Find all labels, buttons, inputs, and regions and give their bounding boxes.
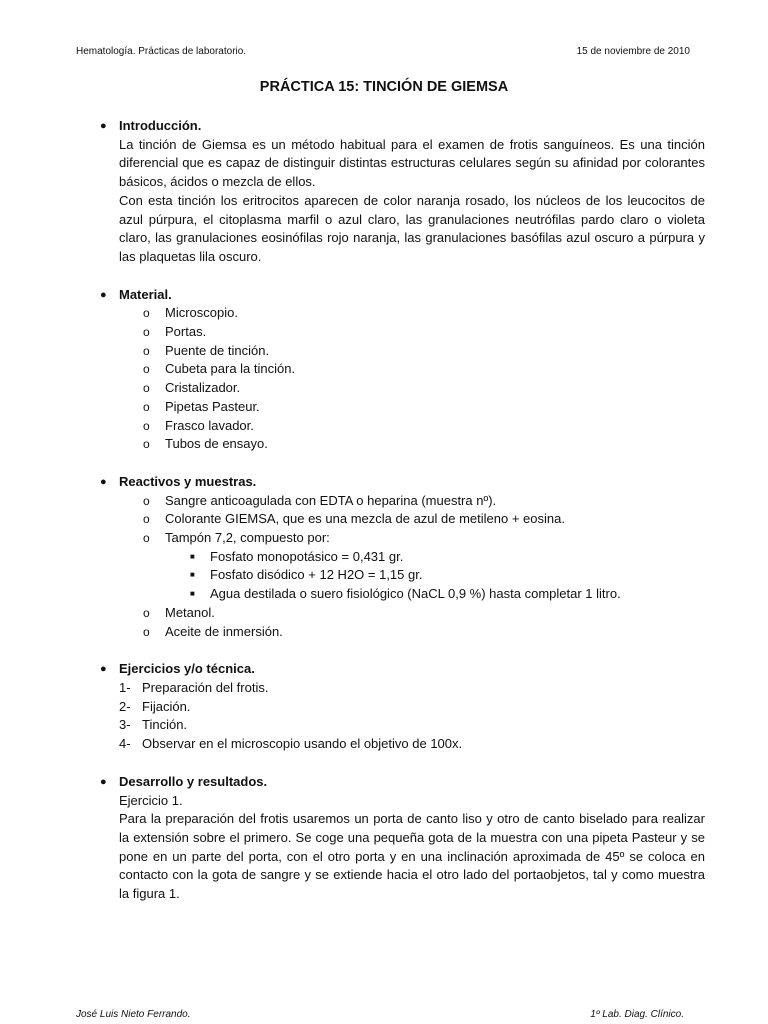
sublist-item: ■ Fosfato disódico + 12 H2O = 1,15 gr. [190, 566, 705, 585]
intro-paragraph-2: Con esta tinción los eritrocitos aparecen de color naranja rosado, los núcleos de los leucocitos de azul púrpura, el citoplasma marfil o azul claro, las granulaciones neutrófilas pardo claro o violeta claro, las granulaciones eosinófilas rojo naranja, las granulaciones basófilas azul oscuro a púrpura y las plaquetas lila oscuro. [119, 192, 705, 264]
step-item [119, 716, 705, 735]
document-body [100, 117, 705, 923]
step-text: Tinción. [142, 717, 188, 733]
steps-list [119, 679, 705, 754]
bullet-icon: ● [100, 475, 107, 488]
bullet-icon: ● [100, 120, 107, 132]
step-text: Fijación. [142, 698, 191, 714]
list-item-label: Tampón 7,2, compuesto por: [165, 530, 330, 546]
bullet-icon: ● [100, 775, 107, 788]
header-left: Hematología. Prácticas de laboratorio. [76, 46, 247, 57]
section-desarrollo [100, 773, 705, 904]
list-item: o Sangre anticoagulada con EDTA o heparina (muestra nº). [143, 492, 705, 511]
list-item: o Tubos de ensayo. [143, 435, 705, 454]
list-item: o Colorante GIEMSA, que es una mezcla de azul de metileno + eosina. [143, 510, 705, 529]
footer-author: José Luis Nieto Ferrando. [76, 1009, 191, 1020]
sublist-item: ■ Fosfato monopotásico = 0,431 gr. [190, 548, 705, 567]
section-title: Desarrollo y resultados. [119, 773, 268, 789]
list-item: o Metanol. [143, 604, 705, 623]
desarrollo-paragraph: Para la preparación del frotis usaremos un porta de canto liso y otro de canto biselado para realizar la extensión sobre el primero. Se coge una pequeña gota de la muestra con una pipeta Pasteur y se pone en un parte del porta, con el otro porta y en una inclinación aproximada de 45º se coloca en contacto con la gota de sangre y se extiende hacia el otro lado del portaobjetos, tal y como muestra la figura 1. [119, 811, 705, 902]
section-title: Ejercicios y/o técnica. [119, 661, 255, 677]
step-text: Preparación del frotis. [142, 679, 269, 695]
list-item: o Portas. [143, 323, 705, 342]
step-text: Observar en el microscopio usando el objetivo de 100x. [142, 736, 463, 752]
material-list [119, 304, 705, 454]
step-number: 2- [119, 698, 131, 714]
list-item [143, 529, 705, 604]
step-item [119, 735, 705, 754]
page-title: PRÁCTICA 15: TINCIÓN DE GIEMSA [259, 79, 509, 95]
step-number: 1- [119, 679, 131, 695]
bullet-icon: ● [100, 288, 107, 301]
list-item: o Pipetas Pasteur. [143, 398, 705, 417]
bullet-icon: ● [100, 663, 107, 676]
header-date: 15 de noviembre de 2010 [576, 46, 690, 57]
list-item: o Microscopio. [143, 304, 705, 323]
step-item [119, 679, 705, 698]
section-introduccion [100, 117, 705, 267]
section-title: Introducción. [119, 118, 202, 133]
section-reactivos [100, 473, 705, 641]
step-item [119, 698, 705, 717]
section-title: Material. [119, 286, 172, 302]
step-number: 3- [119, 717, 131, 733]
section-title: Reactivos y muestras. [119, 473, 257, 489]
list-item: o Cubeta para la tinción. [143, 360, 705, 379]
section-material [100, 286, 705, 454]
list-item: o Puente de tinción. [143, 342, 705, 361]
list-item: o Frasco lavador. [143, 417, 705, 436]
footer-course: 1º Lab. Diag. Clínico. [590, 1009, 684, 1020]
section-ejercicios [100, 660, 705, 754]
exercise-subtitle: Ejercicio 1. [119, 792, 183, 808]
list-item: o Cristalizador. [143, 379, 705, 398]
reactivos-list [119, 492, 705, 642]
tampon-sublist [165, 548, 705, 604]
list-item: o Aceite de inmersión. [143, 623, 705, 642]
sublist-item: ■ Agua destilada o suero fisiológico (NaCL 0,9 %) hasta completar 1 litro. [190, 585, 705, 604]
intro-paragraph-1: La tinción de Giemsa es un método habitual para el examen de frotis sanguíneos. Es una tinción diferencial que es capaz de distinguir distintas estructuras celulares según su afinidad por colorantes básicos, ácidos o mezcla de ellos. [119, 136, 705, 190]
step-number: 4- [119, 736, 131, 752]
